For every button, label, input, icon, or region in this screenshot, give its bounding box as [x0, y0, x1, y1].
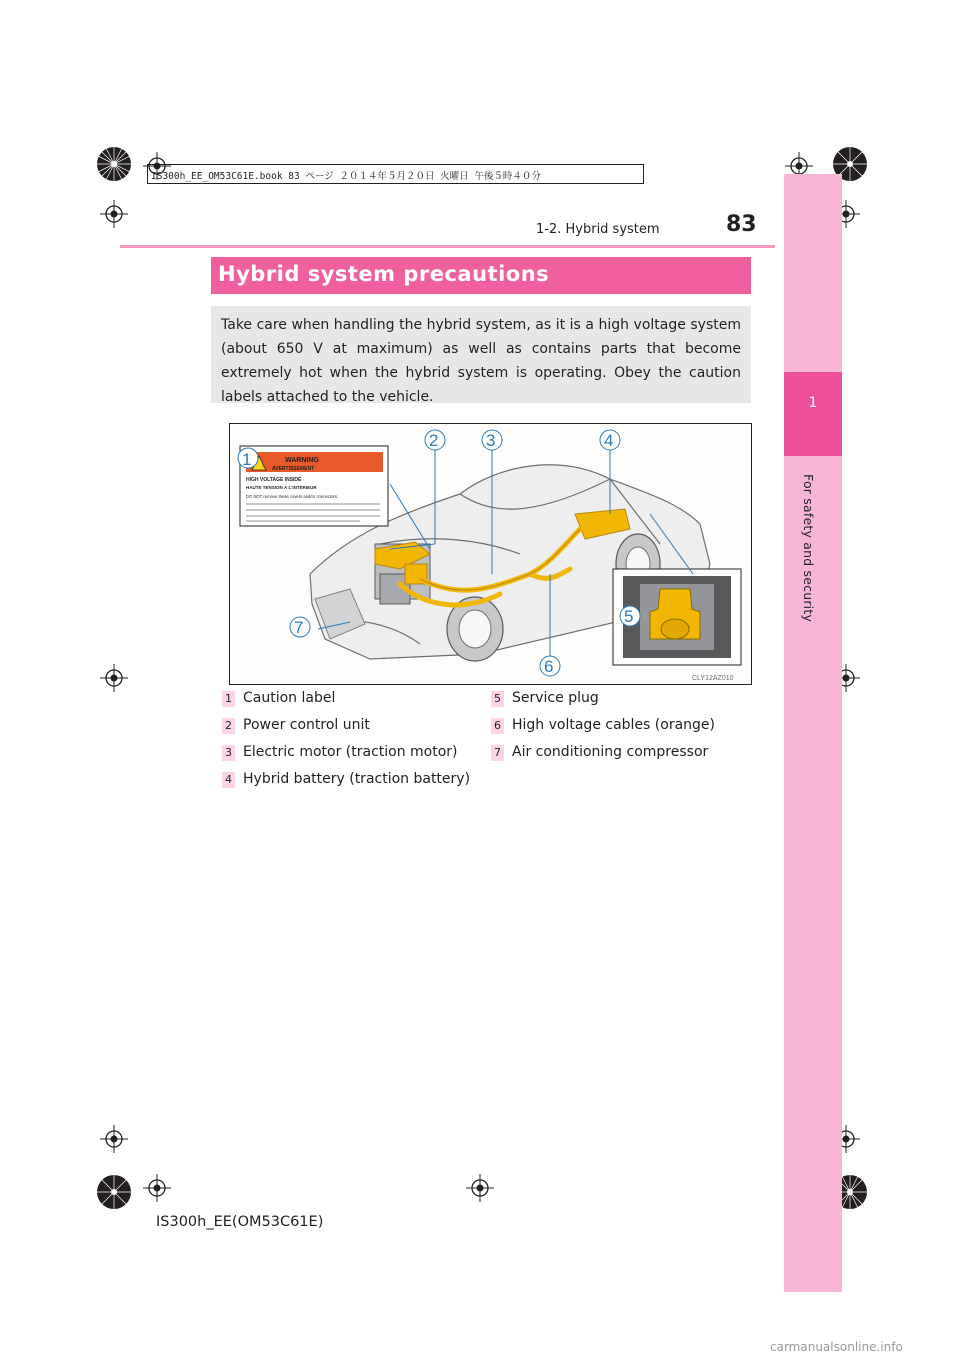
section-heading: 1-2. Hybrid system: [536, 222, 660, 237]
warning-label-line3: HIGH VOLTAGE INSIDE: [246, 477, 302, 483]
page-number: 83: [726, 212, 757, 237]
legend-label: Caution label: [243, 690, 336, 706]
chapter-title: For safety and security: [801, 474, 816, 623]
legend-number: 6: [491, 718, 504, 734]
legend-number: 5: [491, 691, 504, 707]
legend-label: Hybrid battery (traction battery): [243, 771, 471, 787]
legend-label: Electric motor (traction motor): [243, 744, 458, 760]
callout-3: 3: [486, 431, 496, 450]
legend-label: Power control unit: [243, 717, 370, 733]
legend-number: 1: [222, 691, 235, 707]
document-code: IS300h_EE(OM53C61E): [156, 1214, 324, 1230]
callout-4: 4: [604, 431, 614, 450]
chapter-number: 1: [808, 395, 818, 411]
header-rule: [120, 245, 775, 248]
callout-1: 1: [242, 450, 252, 469]
crosshair-mark-icon: [100, 664, 128, 692]
chapter-side-tab: [784, 174, 842, 1292]
legend-number: 4: [222, 772, 235, 788]
legend-label: Air conditioning compressor: [512, 744, 709, 760]
warning-label-line4: HAUTE TENSION À L'INTÉRIEUR: [246, 485, 317, 490]
page-title: Hybrid system precautions: [218, 262, 550, 286]
callout-2: 2: [429, 431, 439, 450]
crosshair-mark-icon: [143, 152, 171, 180]
callout-7: 7: [294, 618, 304, 637]
legend-number: 7: [491, 745, 504, 761]
callout-5: 5: [624, 607, 634, 626]
warning-label-line5: DO NOT remove these covers and/or connectors.: [246, 494, 339, 499]
warning-label-title: WARNING: [285, 457, 319, 464]
warning-label-subtitle: AVERTISSEMENT: [272, 466, 315, 472]
crosshair-mark-icon: [100, 200, 128, 228]
legend-label: High voltage cables (orange): [512, 717, 715, 733]
hybrid-system-figure: [229, 423, 752, 685]
crosshair-mark-icon: [466, 1174, 494, 1202]
figure-code: CLY12AZ010: [692, 675, 734, 682]
watermark: carmanualsonline.info: [770, 1340, 903, 1354]
legend-label: Service plug: [512, 690, 599, 706]
print-meta: IS300h_EE_OM53C61E.book 83 ページ ２０１４年５月２０日 火曜日 午後５時４０分: [151, 171, 541, 182]
legend-number: 3: [222, 745, 235, 761]
callout-6: 6: [544, 657, 554, 676]
intro-text: Take care when handling the hybrid system, as it is a high voltage system (about 650 V at maximum) as well as contains parts that become extremely hot when the hybrid system is operating. Obey the caution labels attached to the vehicle.: [221, 317, 741, 405]
chapter-number-block: [784, 372, 842, 456]
registration-wheel-icon: [96, 146, 132, 182]
crosshair-mark-icon: [143, 1174, 171, 1202]
svg-text:!: !: [262, 464, 265, 470]
legend-number: 2: [222, 718, 235, 734]
car-illustration: [230, 424, 751, 684]
registration-wheel-icon: [96, 1174, 132, 1210]
crosshair-mark-icon: [100, 1125, 128, 1153]
